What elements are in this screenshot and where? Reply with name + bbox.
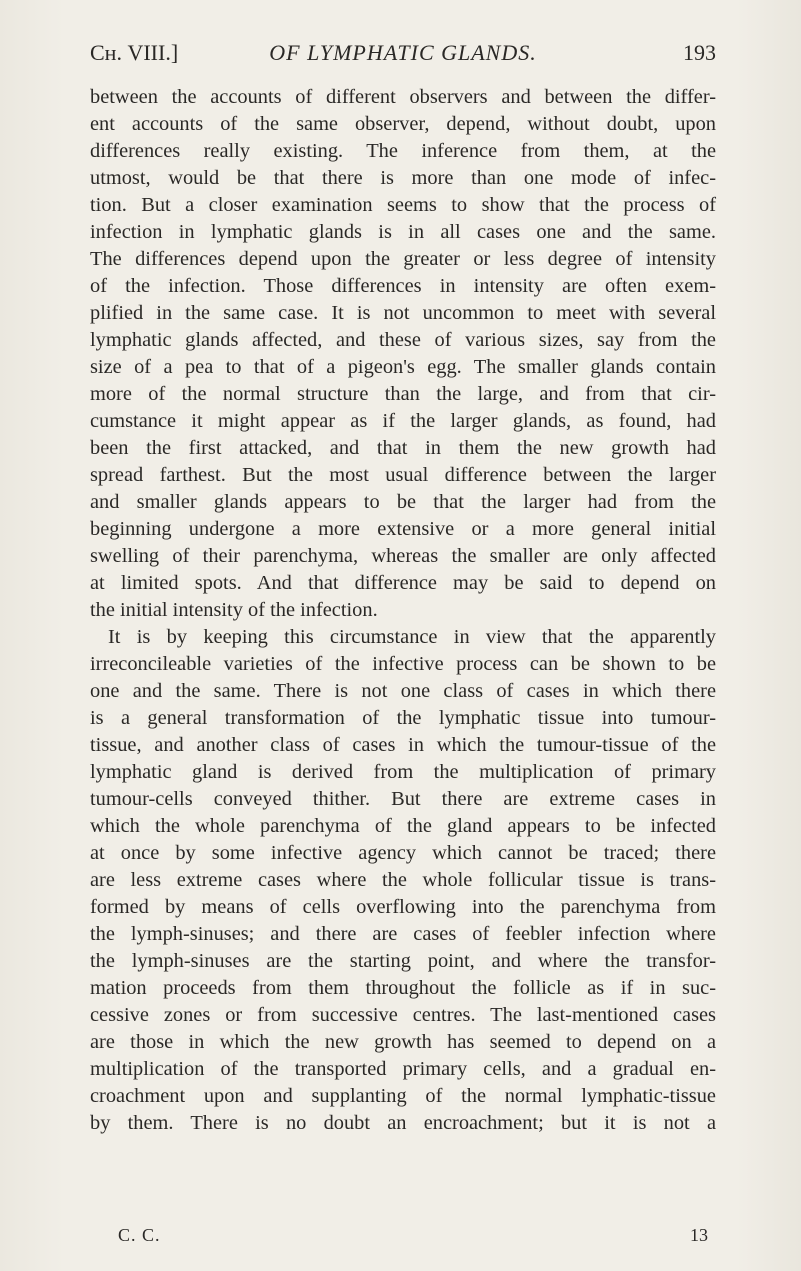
text-line: mation proceeds from them throughout the follicle as if in suc- xyxy=(90,977,716,999)
text-line: cessive zones or from successive centres. The last-mentioned cases xyxy=(90,1004,716,1026)
text-line: at once by some infective agency which cannot be traced; there xyxy=(90,842,716,864)
text-line: plified in the same case. It is not uncommon to meet with several xyxy=(90,302,716,324)
sheet-number: 13 xyxy=(690,1225,708,1245)
running-header xyxy=(90,38,716,68)
text-line: lymphatic glands affected, and these of various sizes, say from the xyxy=(90,329,716,351)
text-line: more of the normal structure than the large, and from that cir- xyxy=(90,383,716,405)
page-footer xyxy=(118,1222,716,1249)
text-line: are those in which the new growth has seemed to depend on a xyxy=(90,1031,716,1053)
text-line: size of a pea to that of a pigeon's egg. The smaller glands contain xyxy=(90,356,716,378)
text-line: been the first attacked, and that in them the new growth had xyxy=(90,437,716,459)
text-line: tissue, and another class of cases in which the tumour-tissue of the xyxy=(90,734,716,756)
text-line: infection in lymphatic glands is in all cases one and the same. xyxy=(90,221,716,243)
text-line: lymphatic gland is derived from the multiplication of primary xyxy=(90,761,716,783)
text-line: multiplication of the transported primary cells, and a gradual en- xyxy=(90,1058,716,1080)
text-line: tion. But a closer examination seems to show that the process of xyxy=(90,194,716,216)
text-line: The differences depend upon the greater or less degree of intensity xyxy=(90,248,716,270)
text-line: of the infection. Those differences in intensity are often exem- xyxy=(90,275,716,297)
page-number: 193 xyxy=(683,40,716,65)
text-line: between the accounts of different observers and between the differ- xyxy=(90,86,716,108)
text-line: the initial intensity of the infection. xyxy=(90,599,378,621)
text-line: the lymph-sinuses; and there are cases of feebler infection where xyxy=(90,923,716,945)
text-line: formed by means of cells overflowing into the parenchyma from xyxy=(90,896,716,918)
text-line: and smaller glands appears to be that the larger had from the xyxy=(90,491,716,513)
text-line: differences really existing. The inference from them, at the xyxy=(90,140,716,162)
text-line: croachment upon and supplanting of the normal lymphatic-tissue xyxy=(90,1085,716,1107)
body-text xyxy=(90,84,716,1137)
text-line: spread farthest. But the most usual difference between the larger xyxy=(90,464,716,486)
text-line: utmost, would be that there is more than one mode of infec- xyxy=(90,167,716,189)
text-line: irreconcileable varieties of the infective process can be shown to be xyxy=(90,653,716,675)
text-line: is a general transformation of the lymphatic tissue into tumour- xyxy=(90,707,716,729)
running-title: OF LYMPHATIC GLANDS. xyxy=(269,40,537,65)
text-line: which the whole parenchyma of the gland appears to be infected xyxy=(90,815,716,837)
text-line: the lymph-sinuses are the starting point, and where the transfor- xyxy=(90,950,716,972)
chapter-label: Cн. VIII.] xyxy=(90,40,179,65)
text-line: at limited spots. And that difference may be said to depend on xyxy=(90,572,716,594)
text-line: one and the same. There is not one class of cases in which there xyxy=(90,680,716,702)
signature-mark: C. C. xyxy=(118,1225,161,1245)
text-line: are less extreme cases where the whole follicular tissue is trans- xyxy=(90,869,716,891)
text-line: cumstance it might appear as if the larger glands, as found, had xyxy=(90,410,716,432)
text-line: It is by keeping this circumstance in view that the apparently xyxy=(108,626,716,648)
text-line: ent accounts of the same observer, depend, without doubt, upon xyxy=(90,113,716,135)
text-line: by them. There is no doubt an encroachment; but it is not a xyxy=(90,1112,716,1134)
text-line: beginning undergone a more extensive or a more general initial xyxy=(90,518,716,540)
text-line: swelling of their parenchyma, whereas the smaller are only affected xyxy=(90,545,716,567)
text-line: tumour-cells conveyed thither. But there are extreme cases in xyxy=(90,788,716,810)
